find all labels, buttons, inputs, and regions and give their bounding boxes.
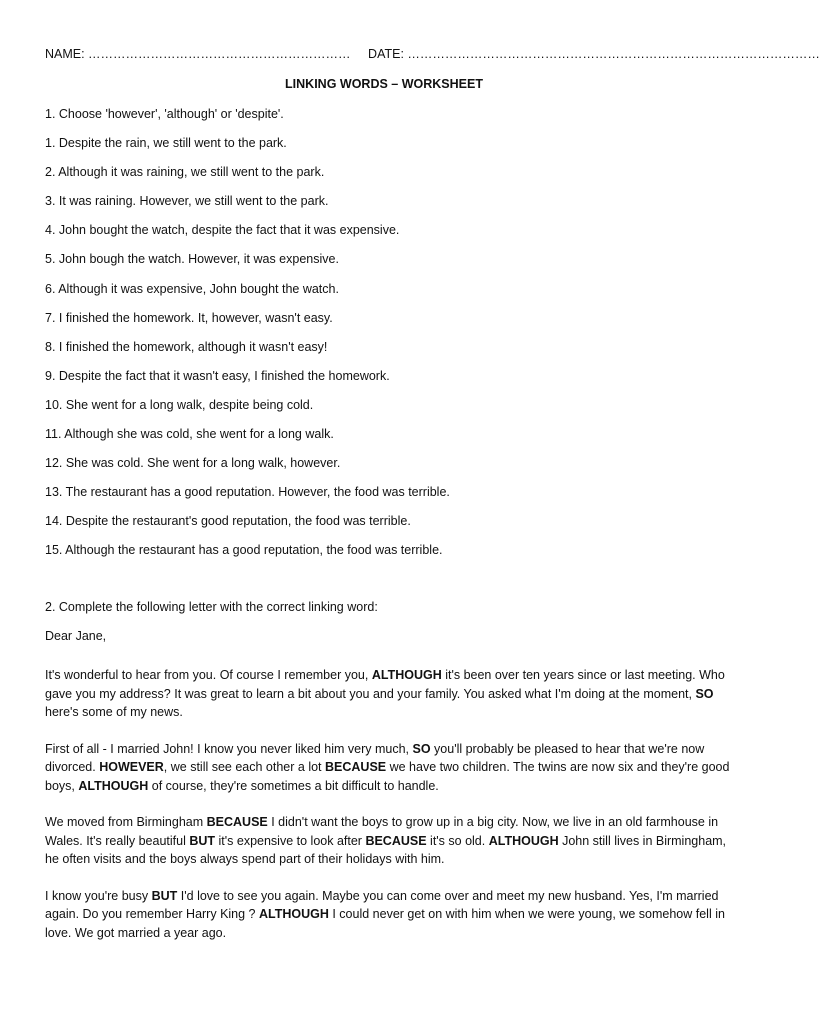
linking-word: SO	[412, 741, 431, 756]
letter-text: It's wonderful to hear from you. Of course I remember you,	[45, 668, 372, 682]
exercise-item: 15. Although the restaurant has a good reputation, the food was terrible.	[45, 543, 443, 558]
letter-text: I know you're busy	[45, 888, 152, 903]
exercise-item: 3. It was raining. However, we still went to the park.	[45, 194, 329, 209]
letter-paragraph	[45, 740, 735, 796]
exercise-1-instruction: 1. Choose 'however', 'although' or 'despite'.	[45, 107, 284, 121]
letter-body	[45, 666, 735, 960]
exercise-item: 4. John bought the watch, despite the fact that it was expensive.	[45, 223, 400, 238]
exercise-item: 5. John bough the watch. However, it was expensive.	[45, 252, 339, 267]
letter-salutation: Dear Jane,	[45, 629, 107, 643]
exercise-item: 12. She was cold. She went for a long walk, however.	[45, 456, 341, 471]
exercise-item: 8. I finished the homework, although it wasn't easy!	[45, 339, 328, 354]
linking-word: ALTHOUGH	[258, 907, 329, 921]
linking-word: SO	[695, 686, 714, 701]
linking-word: ALTHOUGH	[371, 668, 442, 682]
linking-word: ALTHOUGH	[78, 778, 149, 793]
linking-word: BUT	[189, 833, 216, 848]
letter-text: John still lives in Birmingham, he often visits and the boys always spend part of their holidays with him.	[45, 833, 727, 866]
linking-word: BECAUSE	[206, 815, 268, 829]
exercise-item: 14. Despite the restaurant's good reputation, the food was terrible.	[45, 514, 411, 529]
linking-word: BUT	[151, 888, 178, 903]
letter-text: First of all - I married John! I know you never liked him very much,	[45, 741, 413, 756]
exercise-item: 1. Despite the rain, we still went to the park.	[45, 136, 287, 151]
exercise-item: 9. Despite the fact that it wasn't easy, I finished the homework.	[45, 368, 390, 383]
exercise-item: 6. Although it was expensive, John bought the watch.	[45, 281, 339, 296]
letter-text: we have two children. The twins are now six and they're good boys,	[45, 760, 730, 793]
letter-text: you'll probably be pleased to hear that we're now divorced.	[45, 741, 705, 774]
letter-text: We moved from Birmingham	[45, 815, 207, 829]
exercise-item: 2. Although it was raining, we still went to the park.	[45, 165, 325, 180]
linking-word: ALTHOUGH	[488, 833, 559, 848]
letter-text: , we still see each other a lot	[163, 760, 325, 774]
letter-paragraph	[45, 887, 735, 943]
exercise-1-list	[45, 105, 450, 571]
exercise-2-instruction: 2. Complete the following letter with the correct linking word:	[45, 600, 378, 614]
letter-text: it's expensive to look after	[215, 833, 366, 848]
letter-text: of course, they're sometimes a bit difficult to handle.	[148, 778, 439, 793]
name-field: NAME: ………………………………………………………	[45, 47, 351, 61]
header-fields	[45, 47, 834, 61]
letter-text: I could never get on with him when we were young, we somehow fell in love. We got married a year ago.	[45, 907, 725, 940]
letter-text: it's been over ten years since or last meeting. Who gave you my address? It was great to learn a bit about you and your family. You asked what I'm doing at the moment,	[45, 668, 725, 701]
date-field: DATE: ………………………………………………………………………………………	[368, 47, 820, 61]
linking-word: BECAUSE	[325, 760, 387, 774]
letter-paragraph	[45, 813, 735, 869]
letter-text: I didn't want the boys to grow up in a big city. Now, we live in an old farmhouse in Wales. It's really beautiful	[45, 815, 719, 848]
letter-paragraph	[45, 666, 735, 722]
letter-text: I'd love to see you again. Maybe you can come over and meet my new husband. Yes, I'm married again. Do you remember Harry King ?	[45, 888, 719, 921]
linking-word: HOWEVER	[99, 760, 164, 774]
exercise-item: 10. She went for a long walk, despite being cold.	[45, 397, 314, 412]
letter-text: here's some of my news.	[45, 705, 183, 719]
exercise-item: 13. The restaurant has a good reputation. However, the food was terrible.	[45, 485, 450, 500]
worksheet-title: LINKING WORDS – WORKSHEET	[285, 77, 483, 91]
letter-text: it's so old.	[426, 833, 489, 848]
exercise-item: 7. I finished the homework. It, however, wasn't easy.	[45, 310, 333, 325]
linking-word: BECAUSE	[365, 833, 427, 848]
exercise-item: 11. Although she was cold, she went for a long walk.	[45, 427, 334, 442]
